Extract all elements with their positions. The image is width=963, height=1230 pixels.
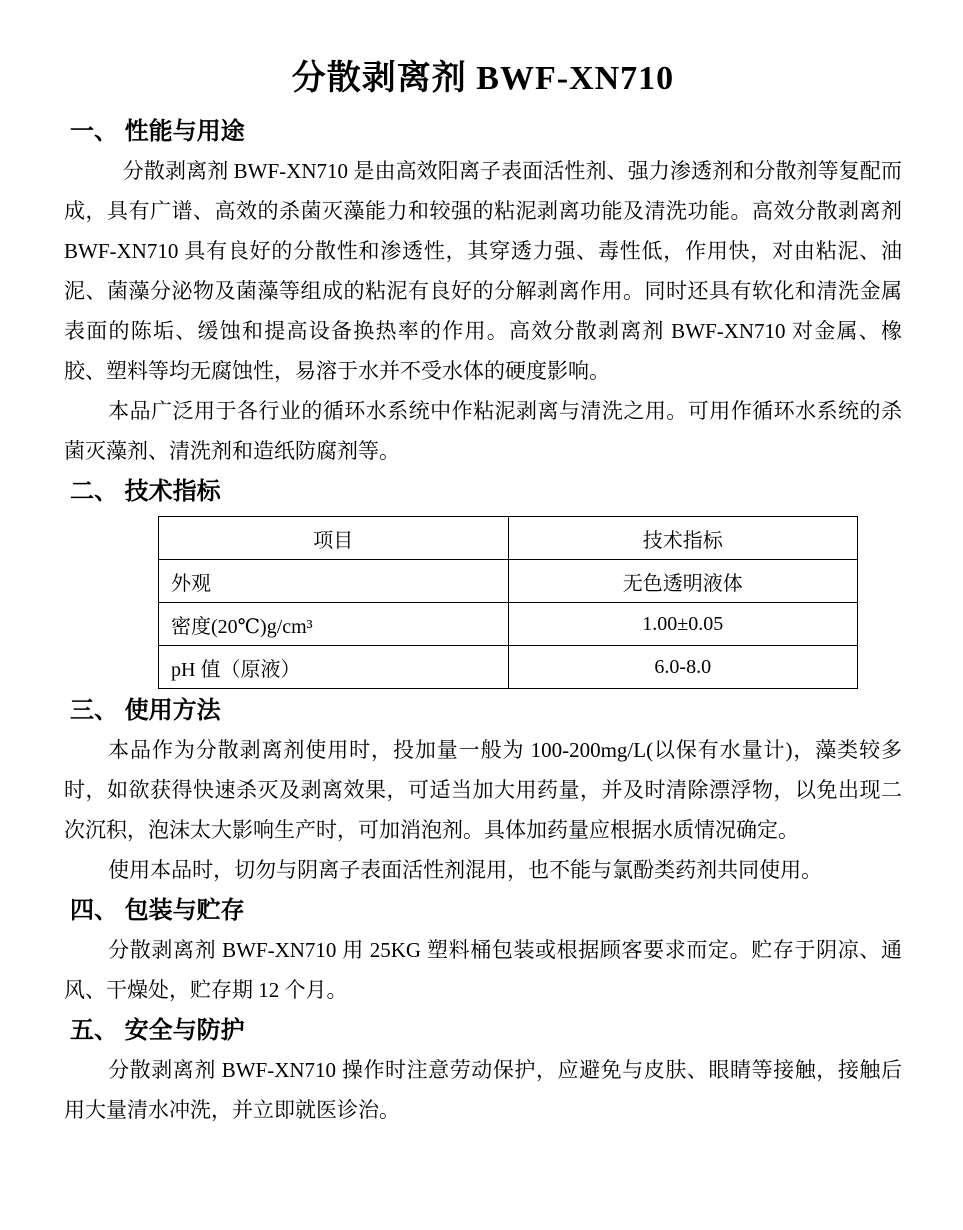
document-title: 分散剥离剂 BWF-XN710 <box>291 60 675 97</box>
section-safety-protection <box>64 1015 902 1130</box>
spec-table-header-value: 技术指标 <box>508 517 858 560</box>
spec-table <box>158 516 858 689</box>
paragraph-packaging-1: 分散剥离剂 BWF-XN710 用 25KG 塑料桶包装或根据顾客要求而定。贮存于阴凉、通风、干燥处，贮存期 12 个月。 <box>64 938 902 1002</box>
paragraph-usage-2: 使用本品时，切勿与阴离子表面活性剂混用，也不能与氯酚类药剂共同使用。 <box>108 858 823 882</box>
section-heading-performance: 一、 性能与用途 <box>70 118 245 145</box>
paragraph-safety-1: 分散剥离剂 BWF-XN710 操作时注意劳动保护，应避免与皮肤、眼睛等接触，接触后用大量清水冲洗，并立即就医诊治。 <box>64 1058 902 1122</box>
section-technical-specs <box>64 476 902 689</box>
paragraph-performance-2: 本品广泛用于各行业的循环水系统中作粘泥剥离与清洗之用。可用作循环水系统的杀菌灭藻剂、清洗剂和造纸防腐剂等。 <box>64 399 902 463</box>
spec-table-header-item: 项目 <box>159 517 509 560</box>
spec-item-appearance: 外观 <box>159 560 509 603</box>
table-row-density <box>159 603 858 646</box>
section-heading-specs: 二、 技术指标 <box>70 478 221 505</box>
table-row-ph <box>159 646 858 689</box>
spec-value-appearance: 无色透明液体 <box>508 560 858 603</box>
paragraph-usage-1: 本品作为分散剥离剂使用时，投加量一般为 100-200mg/L(以保有水量计)，藻类较多时，如欲获得快速杀灭及剥离效果，可适当加大用药量，并及时清除漂浮物，以免出现二次沉积，泡沫太大影响生产时，可加消泡剂。具体加药量应根据水质情况确定。 <box>64 738 902 842</box>
section-usage-method <box>64 695 902 890</box>
spec-table-header-row <box>159 517 858 560</box>
section-heading-usage: 三、 使用方法 <box>70 697 221 724</box>
section-packaging-storage <box>64 895 902 1010</box>
section-performance-and-use <box>64 116 902 471</box>
paragraph-performance-1: 分散剥离剂 BWF-XN710 是由高效阳离子表面活性剂、强力渗透剂和分散剂等复配而成，具有广谱、高效的杀菌灭藻能力和较强的粘泥剥离功能及清洗功能。高效分散剥离剂 BWF-XN710 具有良好的分散性和渗透性，其穿透力强、毒性低，作用快，对由粘泥、油泥、菌藻分泌物及菌藻等组成的粘泥有良好的分解剥离作用。同时还具有软化和清洗金属表面的陈垢、缓蚀和提高设备换热率的作用。高效分散剥离剂 BWF-XN710 对金属、橡胶、塑料等均无腐蚀性，易溶于水并不受水体的硬度影响。 <box>64 159 902 383</box>
spec-item-density: 密度(20℃)g/cm³ <box>159 603 509 646</box>
spec-item-ph: pH 值（原液） <box>159 646 509 689</box>
section-heading-safety: 五、 安全与防护 <box>70 1017 245 1044</box>
spec-value-ph: 6.0-8.0 <box>508 646 858 689</box>
section-heading-packaging: 四、 包装与贮存 <box>70 897 245 924</box>
spec-value-density: 1.00±0.05 <box>508 603 858 646</box>
table-row-appearance <box>159 560 858 603</box>
